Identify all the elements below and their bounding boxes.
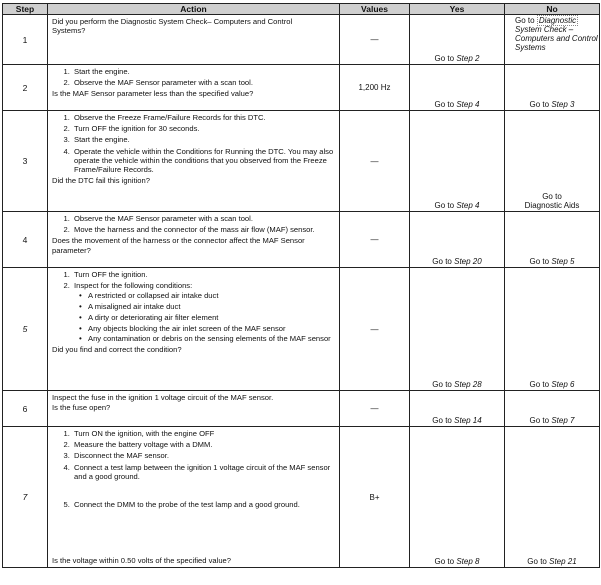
step-number: 7 (3, 427, 48, 568)
action-step: 1. Observe the MAF Sensor parameter with a scan tool. (72, 214, 336, 223)
yes-cell[interactable] (410, 268, 505, 391)
header-yes: Yes (410, 4, 505, 15)
action-steps-list (52, 214, 336, 234)
value-cell (340, 427, 410, 568)
no-link-rest[interactable]: System Check – Computers and Control Systems (515, 25, 598, 52)
yes-link[interactable] (410, 201, 504, 210)
no-step-link[interactable]: Step 7 (551, 416, 575, 425)
header-step: Step (3, 4, 48, 15)
yes-prefix: Go to (434, 201, 455, 210)
action-steps-list (52, 429, 336, 509)
table-row (3, 391, 600, 427)
action-step-text: Inspect for the following conditions: (74, 281, 193, 291)
step-number: 2 (3, 65, 48, 111)
action-text: Inspect the fuse in the ignition 1 voltage circuit of the MAF sensor. (52, 393, 274, 402)
yes-link[interactable] (410, 380, 504, 389)
value-cell (340, 212, 410, 268)
no-cell[interactable] (505, 427, 600, 568)
condition-item: • A misaligned air intake duct (88, 302, 336, 311)
yes-cell[interactable] (410, 15, 505, 65)
question-text: Did the DTC fail this ignition? (52, 176, 150, 186)
no-link[interactable] (505, 416, 599, 425)
no-cell[interactable] (505, 65, 600, 111)
condition-item: • Any contamination or debris on the sensing elements of the MAF sensor (88, 334, 336, 343)
no-step-link[interactable]: Step 5 (551, 257, 575, 266)
yes-cell[interactable] (410, 391, 505, 427)
yes-link[interactable] (410, 257, 504, 266)
yes-link[interactable] (410, 416, 504, 425)
no-prefix: Go to (529, 416, 550, 425)
diagnostic-table (2, 3, 600, 568)
conditions-list (74, 291, 336, 343)
no-prefix: Go to (542, 192, 562, 201)
yes-link[interactable] (410, 54, 504, 63)
yes-cell[interactable] (410, 65, 505, 111)
yes-step-link[interactable]: Step 4 (456, 100, 480, 109)
no-link[interactable] (505, 100, 599, 109)
action-step: 4. Operate the vehicle within the Conditions for Running the DTC. You may also operate the vehicle within the conditions that you observed from the Freeze Frame/Failure Records. (72, 147, 336, 175)
yes-step-link[interactable]: Step 8 (456, 557, 480, 566)
action-step: 1. Observe the Freeze Frame/Failure Records for this DTC. (72, 113, 336, 122)
table-row (3, 268, 600, 391)
action-step: 2. Move the harness and the connector of the mass air flow (MAF) sensor. (72, 225, 336, 234)
header-values: Values (340, 4, 410, 15)
yes-prefix: Go to (434, 557, 455, 566)
action-step: 3. Start the engine. (72, 135, 336, 144)
step-number: 1 (3, 15, 48, 65)
no-cell[interactable] (505, 268, 600, 391)
diagnostic-aids-link[interactable]: Diagnostic Aids (524, 201, 580, 210)
yes-cell[interactable] (410, 111, 505, 212)
yes-prefix: Go to (434, 100, 455, 109)
condition-item: • A restricted or collapsed air intake duct (88, 291, 336, 300)
action-text: Did you perform the Diagnostic System Check– Computers and Control Systems? (52, 17, 293, 36)
action-steps-list (52, 113, 336, 174)
no-link[interactable] (505, 192, 599, 210)
action-step: 1. Turn ON the ignition, with the engine OFF (72, 429, 336, 438)
yes-link[interactable] (410, 557, 504, 566)
condition-item: • Any objects blocking the air inlet screen of the MAF sensor (88, 324, 336, 333)
no-link[interactable] (505, 557, 599, 566)
question-text: Did you find and correct the condition? (52, 345, 182, 355)
step-number: 5 (3, 268, 48, 391)
action-step: 2. Observe the MAF Sensor parameter with a scan tool. (72, 78, 336, 87)
action-cell (48, 111, 340, 212)
action-step: 3. Disconnect the MAF sensor. (72, 451, 336, 460)
question-text: Is the voltage within 0.50 volts of the specified value? (52, 555, 231, 565)
yes-prefix: Go to (432, 416, 452, 425)
action-steps-list (52, 270, 336, 343)
yes-prefix: Go to (432, 257, 452, 266)
step-number: 6 (3, 391, 48, 427)
table-row (3, 65, 600, 111)
table-row (3, 15, 600, 65)
action-cell (48, 391, 340, 427)
step-number: 3 (3, 111, 48, 212)
action-cell (48, 427, 340, 568)
yes-cell[interactable] (410, 212, 505, 268)
yes-prefix: Go to (432, 380, 452, 389)
no-prefix: Go to (515, 16, 535, 25)
no-cell[interactable] (505, 212, 600, 268)
action-step: 1. Start the engine. (72, 67, 336, 76)
table-row (3, 212, 600, 268)
value-text: 1,200 Hz (358, 83, 391, 92)
no-prefix: Go to (529, 380, 550, 389)
yes-step-link[interactable]: Step 28 (454, 380, 482, 389)
value-text: — (370, 235, 379, 244)
value-cell (340, 15, 410, 65)
no-prefix: Go to (527, 557, 547, 566)
action-step: 4. Connect a test lamp between the ignition 1 voltage circuit of the MAF sensor and a good ground. (72, 463, 336, 481)
question-text: Is the MAF Sensor parameter less than the specified value? (52, 89, 254, 99)
yes-prefix: Go to (434, 54, 455, 63)
action-step: 2. Turn OFF the ignition for 30 seconds. (72, 124, 336, 133)
value-text: — (370, 404, 379, 413)
no-cell[interactable] (505, 15, 600, 65)
no-cell[interactable] (505, 111, 600, 212)
yes-step-link[interactable]: Step 20 (454, 257, 482, 266)
value-cell (340, 391, 410, 427)
action-cell (48, 268, 340, 391)
header-action: Action (48, 4, 340, 15)
no-link[interactable] (505, 257, 599, 266)
action-steps-list (52, 67, 336, 87)
yes-step-link[interactable]: Step 4 (456, 201, 480, 210)
no-link[interactable] (505, 16, 599, 52)
action-step (72, 281, 336, 343)
no-link[interactable] (505, 380, 599, 389)
action-cell (48, 212, 340, 268)
value-text: — (370, 156, 379, 166)
table-row (3, 427, 600, 568)
question-text: Does the movement of the harness or the connector affect the MAF Sensor parameter? (52, 236, 305, 255)
action-step: 1. Turn OFF the ignition. (72, 270, 336, 279)
condition-item: • A dirty or deteriorating air filter element (88, 313, 336, 322)
value-text: — (370, 35, 379, 44)
table-row (3, 111, 600, 212)
value-cell (340, 268, 410, 391)
action-cell (48, 15, 340, 65)
value-cell (340, 65, 410, 111)
action-cell (48, 65, 340, 111)
header-no: No (505, 4, 600, 15)
step-number: 4 (3, 212, 48, 268)
action-step: 5. Connect the DMM to the probe of the test lamp and a good ground. (72, 500, 336, 509)
no-step-link[interactable]: Step 21 (549, 557, 577, 566)
yes-step-link[interactable]: Step 14 (454, 416, 482, 425)
value-text: — (370, 324, 379, 334)
yes-cell[interactable] (410, 427, 505, 568)
value-text: B+ (369, 492, 380, 502)
no-step-link[interactable]: Step 6 (551, 380, 575, 389)
yes-step-link[interactable]: Step 2 (456, 54, 480, 63)
yes-link[interactable] (410, 100, 504, 109)
diagnostic-link[interactable]: Diagnostic (538, 16, 577, 25)
action-step: 2. Measure the battery voltage with a DMM. (72, 440, 336, 449)
no-prefix: Go to (529, 257, 550, 266)
value-cell (340, 111, 410, 212)
no-cell[interactable] (505, 391, 600, 427)
no-prefix: Go to (529, 100, 550, 109)
question-text: Is the fuse open? (52, 403, 111, 413)
no-step-link[interactable]: Step 3 (551, 100, 575, 109)
table-header-row (3, 4, 600, 15)
